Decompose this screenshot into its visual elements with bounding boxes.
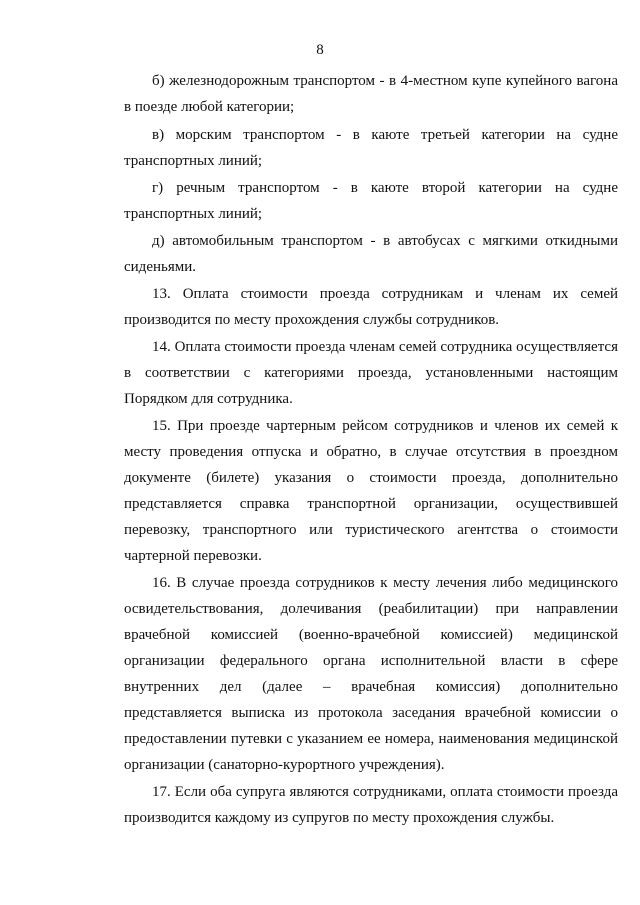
page-number: 8: [316, 42, 324, 58]
paragraph-road-transport: д) автомобильным транспортом - в автобусах с мягкими откидными сиденьями.: [124, 233, 618, 275]
paragraph-sea-transport: в) морским транспортом - в каюте третьей категории на судне транспортных линий;: [124, 127, 618, 169]
paragraph-16: 16. В случае проезда сотрудников к месту лечения либо медицинского освидетельствования, долечивания (реабилитации) при направлении врачебной комиссией (военно-врачебной комиссией) медицинской организации федерального органа исполнительной власти в сфере внутренних дел (далее – врачебная комиссия) дополнительно представляется выписка из протокола заседания врачебной комиссии о предоставлении путевки с указанием ее номера, наименования медицинской организации (санаторно-курортного учреждения).: [124, 575, 618, 773]
document-body: [124, 68, 618, 831]
paragraph-17: 17. Если оба супруга являются сотрудниками, оплата стоимости проезда производится каждому из супругов по месту прохождения службы.: [124, 784, 618, 826]
paragraph-15: 15. При проезде чартерным рейсом сотрудников и членов их семей к месту проведения отпуска и обратно, в случае отсутствия в проездном документе (билете) указания о стоимости проезда, дополнительно представляется справка транспортной организации, осуществившей перевозку, транспортного или туристического агентства о стоимости чартерной перевозки.: [124, 418, 618, 564]
paragraph-rail-transport: б) железнодорожным транспортом - в 4-местном купе купейного вагона в поезде любой категории;: [124, 73, 618, 115]
paragraph-13: 13. Оплата стоимости проезда сотрудникам и членам их семей производится по месту прохождения службы сотрудников.: [124, 286, 618, 328]
paragraph-14: 14. Оплата стоимости проезда членам семей сотрудника осуществляется в соответствии с категориями проезда, установленными настоящим Порядком для сотрудника.: [124, 339, 618, 407]
paragraph-river-transport: г) речным транспортом - в каюте второй категории на судне транспортных линий;: [124, 180, 618, 222]
